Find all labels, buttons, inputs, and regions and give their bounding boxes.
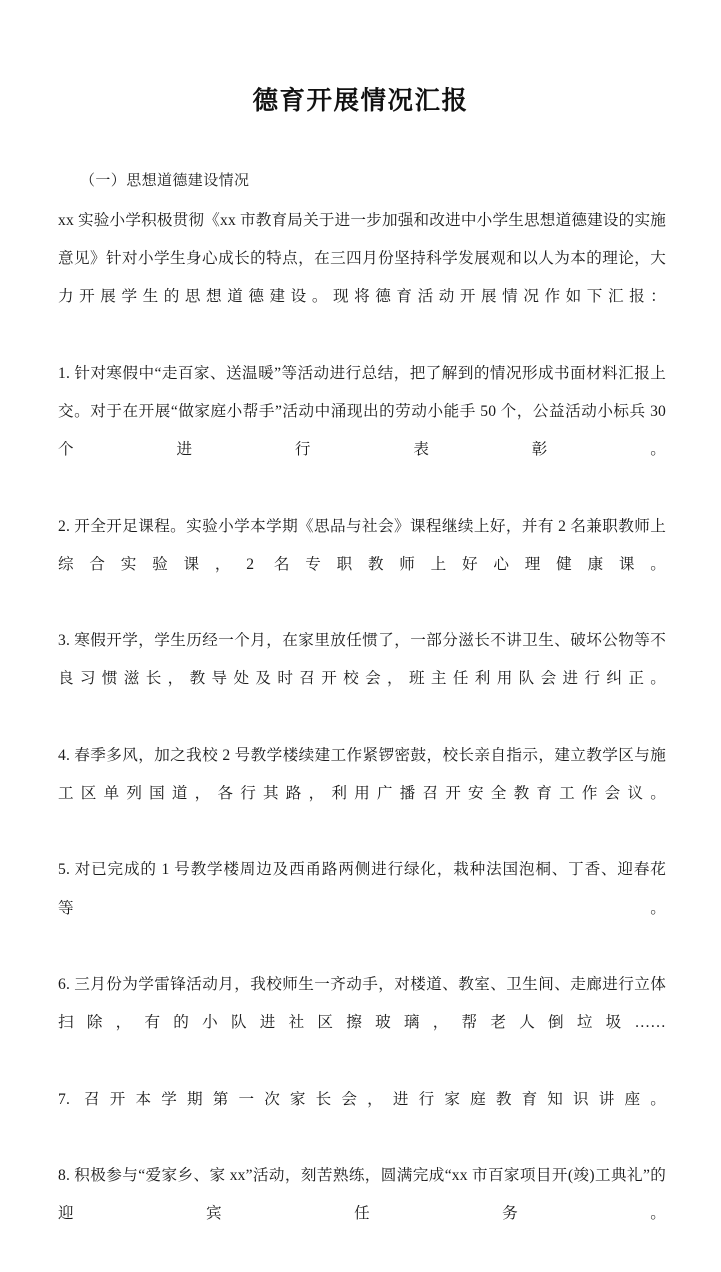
paragraph-item-8: 8. 积极参与“爱家乡、家 xx”活动，刻苦熟练，圆满完成“xx 市百家项目开(竣)工典礼”的迎宾任务。 <box>58 1167 666 1223</box>
paragraph-item-1: 1. 针对寒假中“走百家、送温暖”等活动进行总结，把了解到的情况形成书面材料汇报上交。对于在开展“做家庭小帮手”活动中涌现出的劳动小能手 50 个，公益活动小标兵 30 个进行表彰。 <box>58 364 666 459</box>
paragraph-item-5: 5. 对已完成的 1 号教学楼周边及西甬路两侧进行绿化，栽种法国泡桐、丁香、迎春花等。 <box>58 861 666 917</box>
paragraph-item-2: 2. 开全开足课程。实验小学本学期《思品与社会》课程继续上好，并有 2 名兼职教师上综合实验课，2 名专职教师上好心理健康课。 <box>58 517 666 573</box>
paragraph-item-3: 3. 寒假开学，学生历经一个月，在家里放任惯了，一部分滋长不讲卫生、破坏公物等不良习惯滋长，教导处及时召开校会，班主任利用队会进行纠正。 <box>58 632 666 688</box>
paragraph-lead: xx 实验小学积极贯彻《xx 市教育局关于进一步加强和改进中小学生思想道德建设的实施意见》针对小学生身心成长的特点，在三四月份坚持科学发展观和以人为本的理论，大力开展学生的思想道德建设。现将德育活动开展情况作如下汇报： <box>58 212 666 306</box>
paragraph-item-6: 6. 三月份为学雷锋活动月，我校师生一齐动手，对楼道、教室、卫生间、走廊进行立体扫除，有的小队进社区擦玻璃，帮老人倒垃圾…… <box>58 976 666 1032</box>
document-body <box>58 162 666 1272</box>
section-heading: （一）思想道德建设情况 <box>80 173 250 189</box>
page-title: 德育开展情况汇报 <box>252 86 469 116</box>
paragraph-item-4: 4. 春季多风，加之我校 2 号教学楼续建工作紧锣密鼓，校长亲自指示，建立教学区与施工区单列国道，各行其路，利用广播召开安全教育工作会议。 <box>58 746 666 803</box>
paragraph-item-7: 7. 召开本学期第一次家长会，进行家庭教育知识讲座。 <box>58 1090 666 1108</box>
